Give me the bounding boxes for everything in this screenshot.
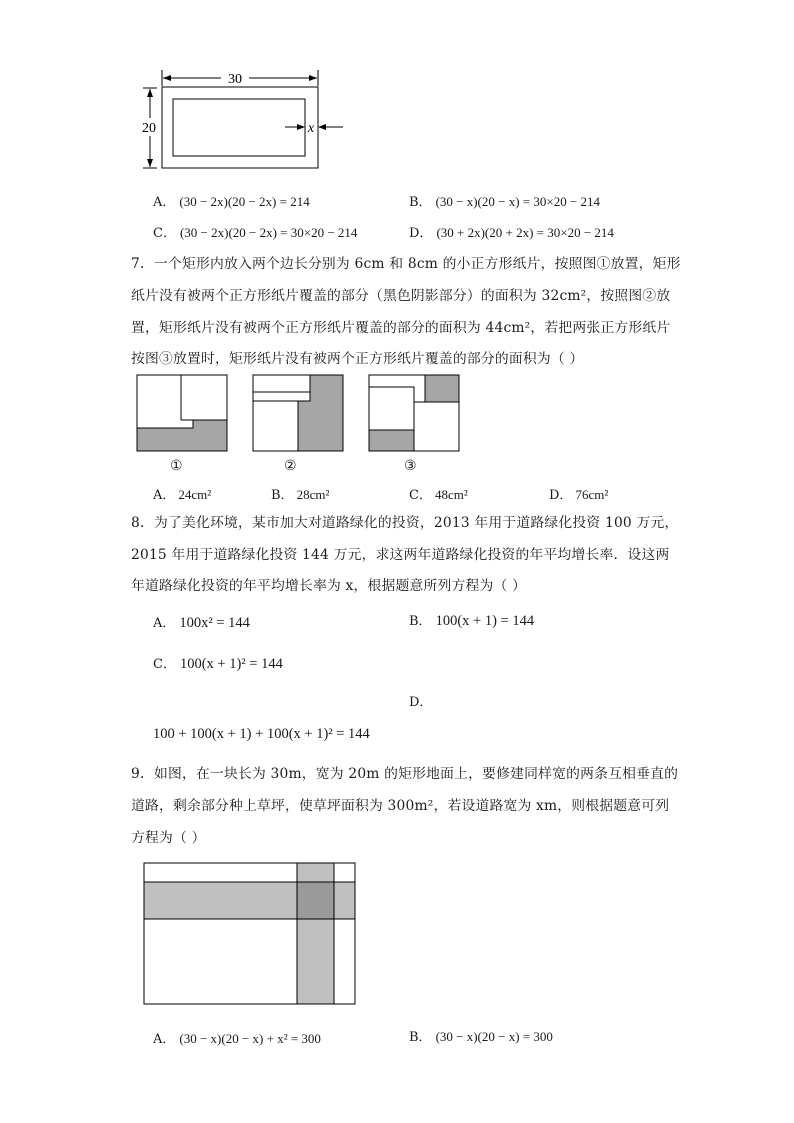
option-expression: (30 − x)(20 − x) + x² = 300 xyxy=(179,1031,321,1046)
q7-figure-label-3: ③ xyxy=(404,458,417,474)
q9-text-line-2: 道路，剩余部分种上草坪，使草坪面积为 300m²，若设道路宽为 xm，则根据题意可列 xyxy=(131,798,670,814)
q7-text-line-2: 纸片没有被两个正方形纸片覆盖的部分（黑色阴影部分）的面积为 32cm²，按照图②放 xyxy=(131,288,671,304)
option-value: 24cm² xyxy=(178,487,212,502)
q7-figure-3 xyxy=(369,375,459,451)
q7-option-a[interactable] xyxy=(153,484,211,503)
option-expression: (30 − 2x)(20 − 2x) = 30×20 − 214 xyxy=(179,225,358,240)
option-expression: (30 − x)(20 − x) = 300 xyxy=(435,1029,553,1044)
option-letter: C． xyxy=(153,226,176,241)
q8-text-line-1: 8．为了美化环境，某市加大对道路绿化的投资，2013 年用于道路绿化投资 100 万元， xyxy=(131,515,679,531)
option-expression: (30 + 2x)(20 + 2x) = 30×20 − 214 xyxy=(436,225,614,240)
q9-text-line-3: 方程为（ ） xyxy=(131,830,206,846)
option-value: 28cm² xyxy=(296,487,330,502)
option-value: 48cm² xyxy=(434,487,468,502)
q6-option-b[interactable] xyxy=(409,191,600,210)
q7-option-c[interactable] xyxy=(409,484,468,503)
q6-option-c[interactable] xyxy=(153,222,357,241)
q8-option-d[interactable] xyxy=(409,691,432,710)
q6-rectangle-figure xyxy=(135,66,355,176)
option-letter: B． xyxy=(409,614,432,629)
option-expression: 100x² = 144 xyxy=(179,615,250,631)
q9-text-line-1: 9．如图，在一块长为 30m，宽为 20m 的矩形地面上，要修建同样宽的两条互相垂直的 xyxy=(131,766,679,782)
q9-option-b[interactable] xyxy=(409,1026,553,1045)
option-letter: A． xyxy=(153,195,176,210)
q6-height-label: 20 xyxy=(142,121,156,136)
q7-text-line-4: 按图③放置时，矩形纸片没有被两个正方形纸片覆盖的部分的面积为（ ） xyxy=(131,351,584,367)
q7-text-line-3: 置，矩形纸片没有被两个正方形纸片覆盖的部分的面积为 44cm²，若把两张正方形纸片 xyxy=(131,320,671,336)
q7-text-line-1: 7．一个矩形内放入两个边长分别为 6cm 和 8cm 的小正方形纸片，按照图①放置，矩形 xyxy=(131,256,681,272)
option-expression: (30 − x)(20 − x) = 30×20 − 214 xyxy=(435,194,601,209)
option-letter: B． xyxy=(409,1030,432,1045)
q7-figure-label-2: ② xyxy=(284,458,297,474)
option-letter: B． xyxy=(271,488,294,503)
q7-option-d[interactable] xyxy=(549,484,608,503)
option-letter: D． xyxy=(409,695,433,710)
q9-option-a[interactable] xyxy=(153,1028,321,1047)
q7-option-b[interactable] xyxy=(271,484,329,503)
option-expression: 100(x + 1) = 144 xyxy=(435,613,535,629)
option-letter: A． xyxy=(153,488,176,503)
option-expression: 100(x + 1)² = 144 xyxy=(179,656,283,672)
q7-figure-label-1: ① xyxy=(170,458,183,474)
q8-text-line-2: 2015 年用于道路绿化投资 144 万元，求这两年道路绿化投资的年平均增长率．设这两 xyxy=(131,547,670,563)
option-letter: A． xyxy=(153,1032,176,1047)
option-letter: C． xyxy=(409,488,432,503)
option-letter: B． xyxy=(409,195,432,210)
q6-option-a[interactable] xyxy=(153,191,310,210)
q7-figure-2 xyxy=(253,375,343,451)
q7-figures xyxy=(135,372,465,456)
q8-option-b[interactable] xyxy=(409,610,534,630)
q6-x-label: x xyxy=(307,121,315,136)
q8-option-c[interactable] xyxy=(153,653,283,673)
q8-text-line-3: 年道路绿化投资的年平均增长率为 x，根据题意所列方程为（ ） xyxy=(131,578,527,594)
option-expression: (30 − 2x)(20 − 2x) = 214 xyxy=(179,194,310,209)
option-letter: D． xyxy=(409,226,433,241)
q9-road-figure xyxy=(143,862,357,1006)
q8-option-d-expression: 100 + 100(x + 1) + 100(x + 1)² = 144 xyxy=(153,726,370,742)
q6-width-label: 30 xyxy=(228,72,242,87)
q8-option-a[interactable] xyxy=(153,612,250,632)
option-letter: D． xyxy=(549,488,573,503)
q7-figure-1 xyxy=(137,375,227,451)
road-intersection xyxy=(297,882,334,919)
option-value: 76cm² xyxy=(575,487,609,502)
option-letter: A． xyxy=(153,616,176,631)
q6-option-d[interactable] xyxy=(409,222,614,241)
option-letter: C． xyxy=(153,657,176,672)
